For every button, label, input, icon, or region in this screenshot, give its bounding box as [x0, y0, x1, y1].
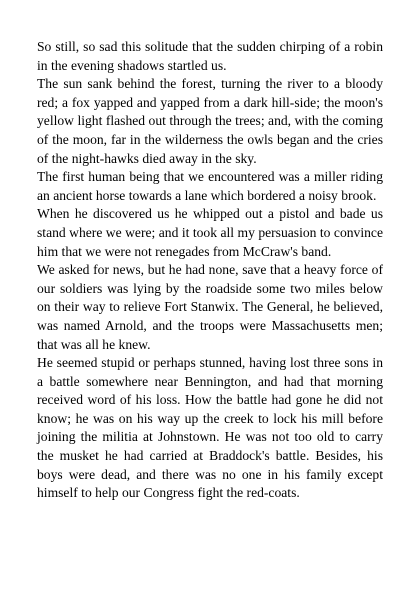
- document-page: [37, 38, 383, 503]
- paragraph-4: When he discovered us he whipped out a pistol and bade us stand where we were; and it took all my persuasion to convince him that we were not renegades from McCraw's band.: [37, 206, 383, 259]
- paragraph-1: So still, so sad this solitude that the sudden chirping of a robin in the evening shadows startled us.: [37, 39, 383, 73]
- paragraph-2: The sun sank behind the forest, turning the river to a bloody red; a fox yapped and yapped from a dark hill-side; the moon's yellow light flashed out through the trees; and, with the coming of the moon, far in the wilderness the owls began and the cries of the night-hawks died away in the sky.: [37, 76, 383, 166]
- paragraph-5: We asked for news, but he had none, save that a heavy force of our soldiers was lying by the roadside some two miles below on their way to relieve Fort Stanwix. The General, he believed, was named Arnold, and the troops were Massachusetts men; that was all he knew.: [37, 262, 383, 352]
- paragraph-3: The first human being that we encountered was a miller riding an ancient horse towards a lane which bordered a noisy brook.: [37, 169, 383, 203]
- paragraph-6: He seemed stupid or perhaps stunned, having lost three sons in a battle somewhere near Bennington, and had that morning received word of his loss. How the battle had gone he did not know; he was on his way up the creek to lock his mill before joining the militia at Johnstown. He was not too old to carry the musket he had carried at Braddock's battle. Besides, his boys were dead, and there was no one in his family except himself to help our Congress fight the red-coats.: [37, 355, 383, 501]
